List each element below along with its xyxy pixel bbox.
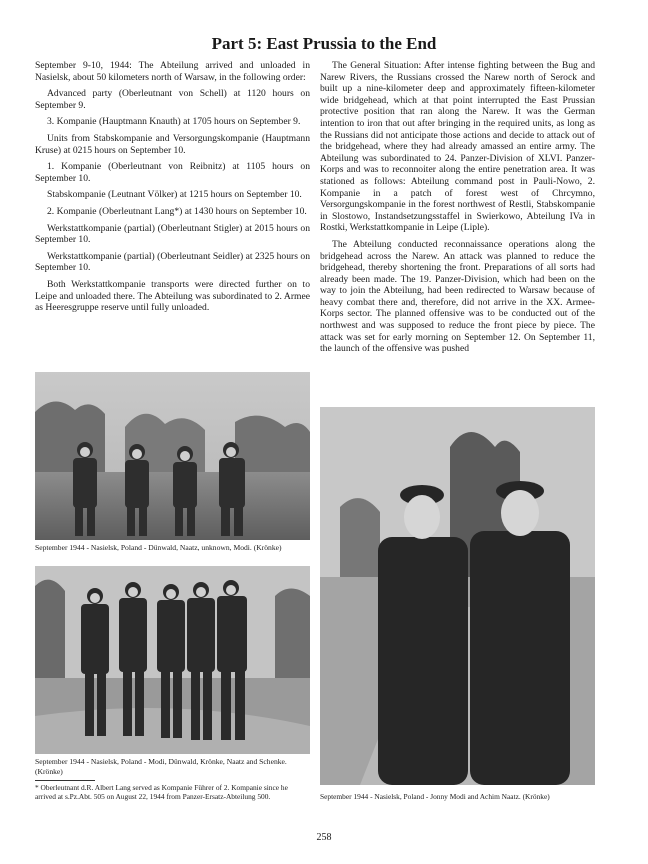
page-title: Part 5: East Prussia to the End: [211, 34, 437, 53]
paragraph: 1. Kompanie (Oberleutnant von Reibnitz) at 1105 hours on September 10.: [35, 161, 310, 184]
paragraph: The Abteilung conducted reconnaissance operations along the bridgehead across the Narew. An attack was planned to reduce the bridgehead, thereby shortening the front. Preparations of all sorts had already been made. The 19. Panzer-Division, which had been on the way to join the Abteilung, had been redirected to Warsaw because of heavy combat there and, therefore, did not arrive in the XX. Armee-Korps sector. The planned offensive was to be conducted out of the northwest and was supposed to reduce the front piece by piece. The attack was set for early morning on September 12. On September 11, the launch of the offensive was pushed: [320, 238, 595, 355]
paragraph: Units from Stabskompanie and Versorgungskompanie (Hauptmann Kruse) at 0215 hours on September 10.: [35, 132, 310, 156]
paragraph: Advanced party (Oberleutnant von Schell) at 1120 hours on September 9.: [35, 88, 310, 111]
photo-group-of-four: [35, 372, 310, 540]
paragraph: 2. Kompanie (Oberleutnant Lang*) at 1430 hours on September 10.: [47, 205, 307, 217]
right-text-column: [320, 60, 595, 360]
paragraph: 3. Kompanie (Hauptmann Knauth) at 1705 hours on September 9.: [47, 116, 301, 128]
paragraph: Stabskompanie (Leutnant Völker) at 1215 hours on September 10.: [47, 189, 302, 201]
paragraph: Werkstattkompanie (partial) (Oberleutnant Seidler) at 2325 hours on September 10.: [35, 250, 310, 274]
paragraph: Both Werkstattkompanie transports were directed further on to Leipe and unloaded there. The Abteilung was subordinated to 2. Armee as Heeresgruppe reserve until fully unloaded.: [35, 278, 310, 314]
footnote: * Oberleutnant d.R. Albert Lang served as Kompanie Führer of 2. Kompanie since he arrived at s.Pz.Abt. 505 on August 22, 1944 from Panzer-Ersatz-Abteilung 500.: [35, 783, 288, 802]
left-text-column: [35, 60, 310, 319]
page-number: 258: [316, 832, 332, 843]
photo-caption: September 1944 - Nasielsk, Poland - Dünwald, Naatz, unknown, Modi. (Krönke): [35, 543, 282, 552]
paragraph: The General Situation: After intense fighting between the Bug and Narew Rivers, the Russians crossed the Narew north of Serock and built up a nine-kilometer deep and approximately fifteen-kilometer wide bridgehead, which at that point interrupted the East Prussian protective position that ran along the Narew. It was the German intention to iron that out after bringing in the required units, as long as the Russians did not anticipate those actions and decide to attack out of the bridgehead, where they had already amassed an entire army. The Abteilung was subordinated to 24. Panzer-Division of XLVI. Panzer-Korps and was to reconnoiter along the entire penetration area. It was stationed as follows: Abteilung command post in Pauli-Nowo, 2. Kompanie in a patch of forest west of Chrcymno, Versorgungskompanie in the forest northwest of Restli, Stabskompanie in Slostowo, Instandsetzungsstaffel in Swierkowo, Abteilung IVa in Rostki, Werkstattkompanie in Leipe (Liple).: [320, 60, 595, 234]
photo-group-of-five: [35, 566, 310, 754]
photo-caption: September 1944 - Nasielsk, Poland - Modi, Dünwald, Krönke, Naatz and Schenke. (Krönke): [35, 757, 287, 776]
photo-caption: September 1944 - Nasielsk, Poland - Jonny Modi and Achim Naatz. (Krönke): [320, 792, 550, 801]
paragraph: Werkstattkompanie (partial) (Oberleutnant Stigler) at 2015 hours on September 10.: [35, 222, 310, 246]
paragraph: September 9-10, 1944: The Abteilung arrived and unloaded in Nasielsk, about 50 kilometers north of Warsaw, in the following order:: [35, 60, 310, 83]
footnote-divider: [35, 780, 95, 781]
photo-two-soldiers: [320, 407, 595, 785]
